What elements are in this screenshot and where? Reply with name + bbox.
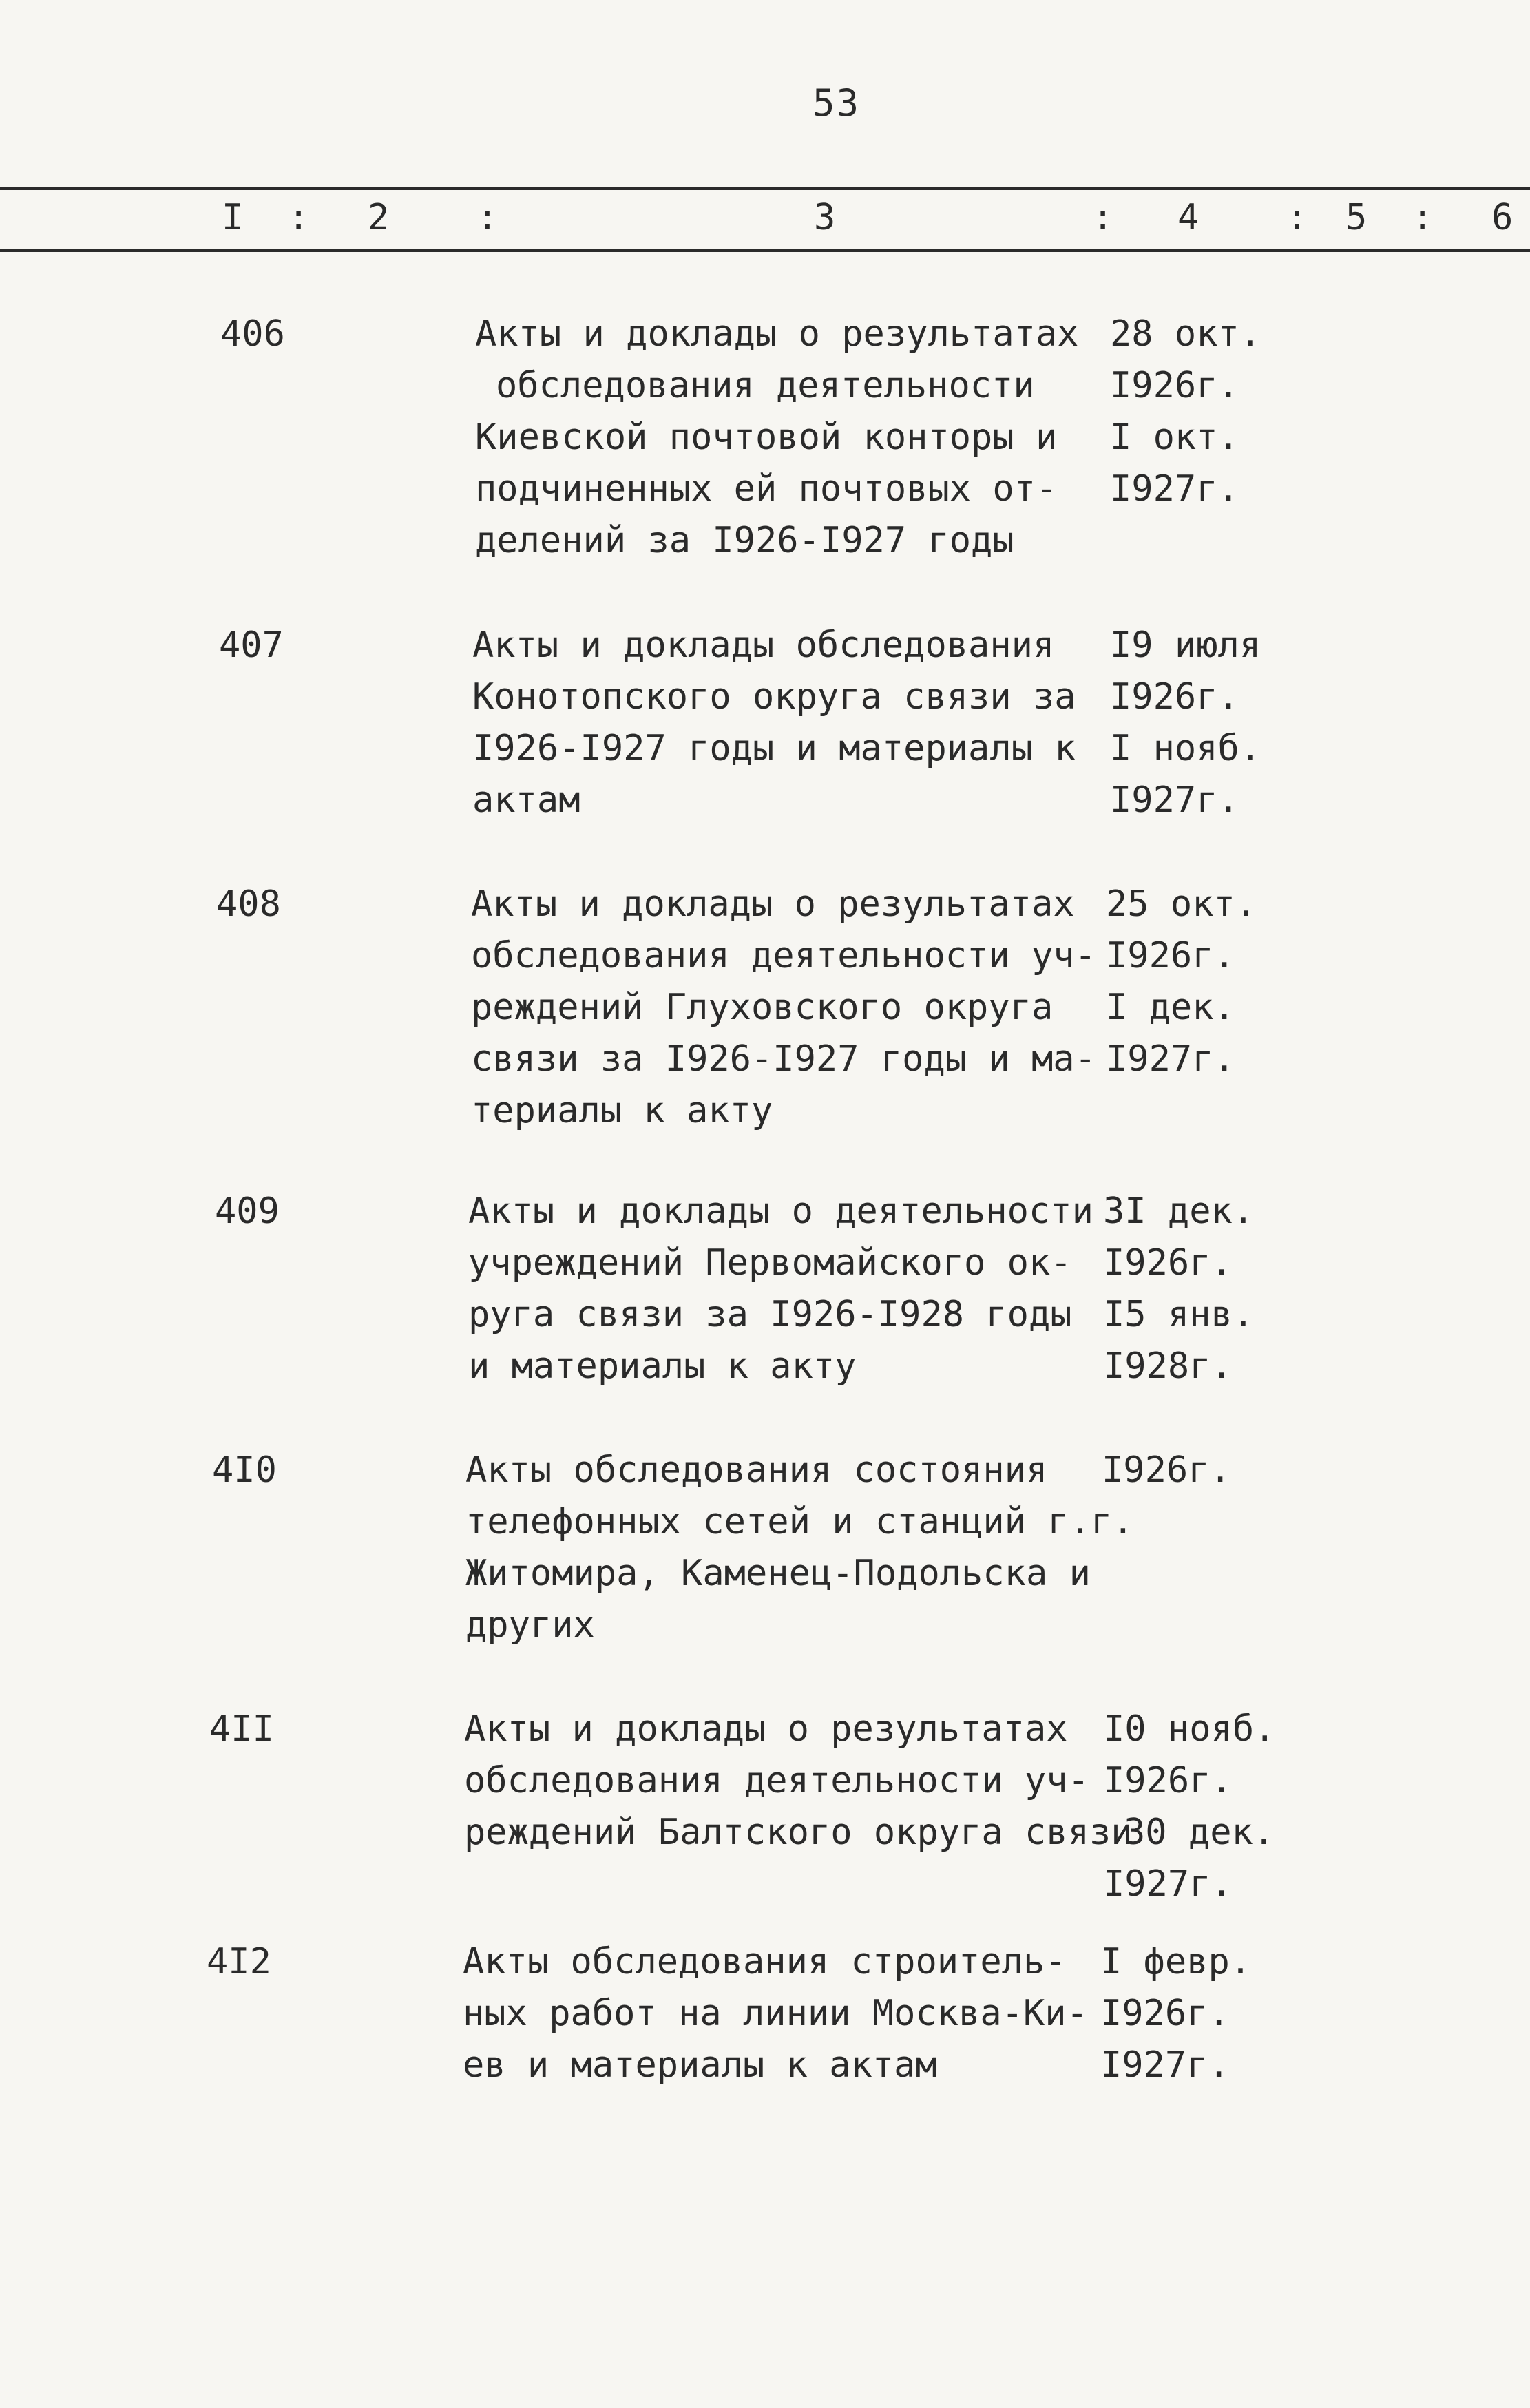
record-dates — [1103, 1704, 1275, 1910]
record-title — [463, 1936, 1088, 2091]
column-header-1: I — [222, 197, 244, 238]
record-title-line: телефонных сетей и станций г.г. — [465, 1501, 1134, 1542]
record-title — [465, 1445, 1134, 1651]
record-dates — [1100, 1936, 1251, 2091]
record-title — [472, 620, 1076, 826]
record-date-line: I926г. — [1100, 1993, 1230, 2034]
record-dates — [1102, 1445, 1231, 1496]
record-title-line: Житомира, Каменец-Подольска и — [465, 1553, 1091, 1594]
record-date-line: I926г. — [1110, 365, 1239, 406]
column-separator: : — [288, 197, 310, 238]
record-title-line: Акты обследования состояния — [465, 1449, 1048, 1491]
page-number: 53 — [813, 81, 861, 125]
column-separator: : — [1286, 197, 1308, 238]
record-dates — [1110, 620, 1261, 826]
column-header-6: 6 — [1491, 197, 1513, 238]
record-title — [468, 1186, 1093, 1392]
record-title — [471, 879, 1096, 1137]
record-number: 409 — [215, 1191, 280, 1232]
column-header-5: 5 — [1345, 197, 1367, 238]
record-title-line: руга связи за I926-I928 годы — [468, 1294, 1072, 1335]
record-number: 407 — [219, 625, 284, 666]
record-date-line: 3I дек. — [1103, 1191, 1255, 1232]
record-title-line: териалы к акту — [471, 1090, 773, 1131]
record-date-line: 28 окт. — [1110, 313, 1261, 355]
record-date-line: I5 янв. — [1103, 1294, 1255, 1335]
record-title — [464, 1704, 1133, 1859]
column-separator: : — [1092, 197, 1114, 238]
record-title-line: обследования деятельности — [496, 365, 1035, 406]
record-date-line: I926г. — [1106, 935, 1235, 976]
record-date-line: I9 июля — [1110, 625, 1261, 666]
record-date-line: I927г. — [1110, 779, 1239, 821]
record-date-line: I927г. — [1110, 468, 1239, 510]
column-separator: : — [476, 197, 499, 238]
column-separator: : — [1412, 197, 1434, 238]
record-title-line: ных работ на линии Москва-Ки- — [463, 1993, 1088, 2034]
record-title-line: Акты обследования строитель- — [463, 1941, 1067, 1982]
record-title-line: Киевской почтовой конторы и — [475, 417, 1058, 458]
record-date-line: 25 окт. — [1106, 883, 1257, 925]
record-dates — [1106, 879, 1257, 1085]
record-number: 406 — [220, 313, 285, 355]
record-title-line: Акты и доклады о результатах — [475, 313, 1079, 355]
record-title-line: Акты и доклады о результатах — [464, 1708, 1068, 1750]
record-date-line: I926г. — [1103, 1242, 1233, 1284]
record-date-line: I927г. — [1103, 1863, 1233, 1905]
record-title-line: других — [465, 1604, 595, 1646]
record-number: 4I0 — [212, 1449, 277, 1491]
record-title-line: делений за I926-I927 годы — [475, 520, 1014, 561]
record-number: 4II — [209, 1708, 274, 1750]
record-date-line: I927г. — [1106, 1038, 1235, 1080]
record-date-line: I нояб. — [1110, 728, 1261, 769]
record-dates — [1110, 308, 1261, 515]
record-title-line: Конотопского округа связи за — [472, 676, 1076, 718]
record-title-line: обследования деятельности уч- — [471, 935, 1096, 976]
record-date-line: I926г. — [1102, 1449, 1231, 1491]
record-date-line: I февр. — [1100, 1941, 1252, 1982]
column-header-2: 2 — [368, 197, 390, 238]
record-date-line: I927г. — [1100, 2044, 1230, 2086]
record-title-line: учреждений Первомайского ок- — [468, 1242, 1072, 1284]
record-date-line: I928г. — [1103, 1346, 1233, 1387]
record-title-line: обследования деятельности уч- — [464, 1760, 1089, 1801]
record-title-line: Акты и доклады о результатах — [471, 883, 1075, 925]
record-date-line: 30 дек. — [1124, 1812, 1275, 1853]
record-title-line: реждений Глуховского округа — [471, 987, 1054, 1028]
column-header-3: 3 — [814, 197, 836, 238]
record-title-line: Акты и доклады о деятельности — [468, 1191, 1093, 1232]
record-title-line: связи за I926-I927 годы и ма- — [471, 1038, 1096, 1080]
record-title-line: I926-I927 годы и материалы к — [472, 728, 1076, 769]
record-number: 408 — [216, 883, 281, 925]
record-title-line: подчиненных ей почтовых от- — [475, 468, 1058, 510]
record-title-line: реждений Балтского округа связи — [464, 1812, 1133, 1853]
record-date-line: I0 нояб. — [1103, 1708, 1276, 1750]
record-date-line: I окт. — [1110, 417, 1239, 458]
record-title-line: актам — [472, 779, 580, 821]
record-dates — [1103, 1186, 1254, 1392]
record-title — [475, 308, 1079, 567]
record-number: 4I2 — [207, 1941, 271, 1982]
record-date-line: I926г. — [1103, 1760, 1233, 1801]
record-title-line: ев и материалы к актам — [463, 2044, 937, 2086]
record-title-line: и материалы к акту — [468, 1346, 857, 1387]
column-header-4: 4 — [1177, 197, 1199, 238]
record-title-line: Акты и доклады обследования — [472, 625, 1055, 666]
record-date-line: I дек. — [1106, 987, 1235, 1028]
record-date-line: I926г. — [1110, 676, 1239, 718]
